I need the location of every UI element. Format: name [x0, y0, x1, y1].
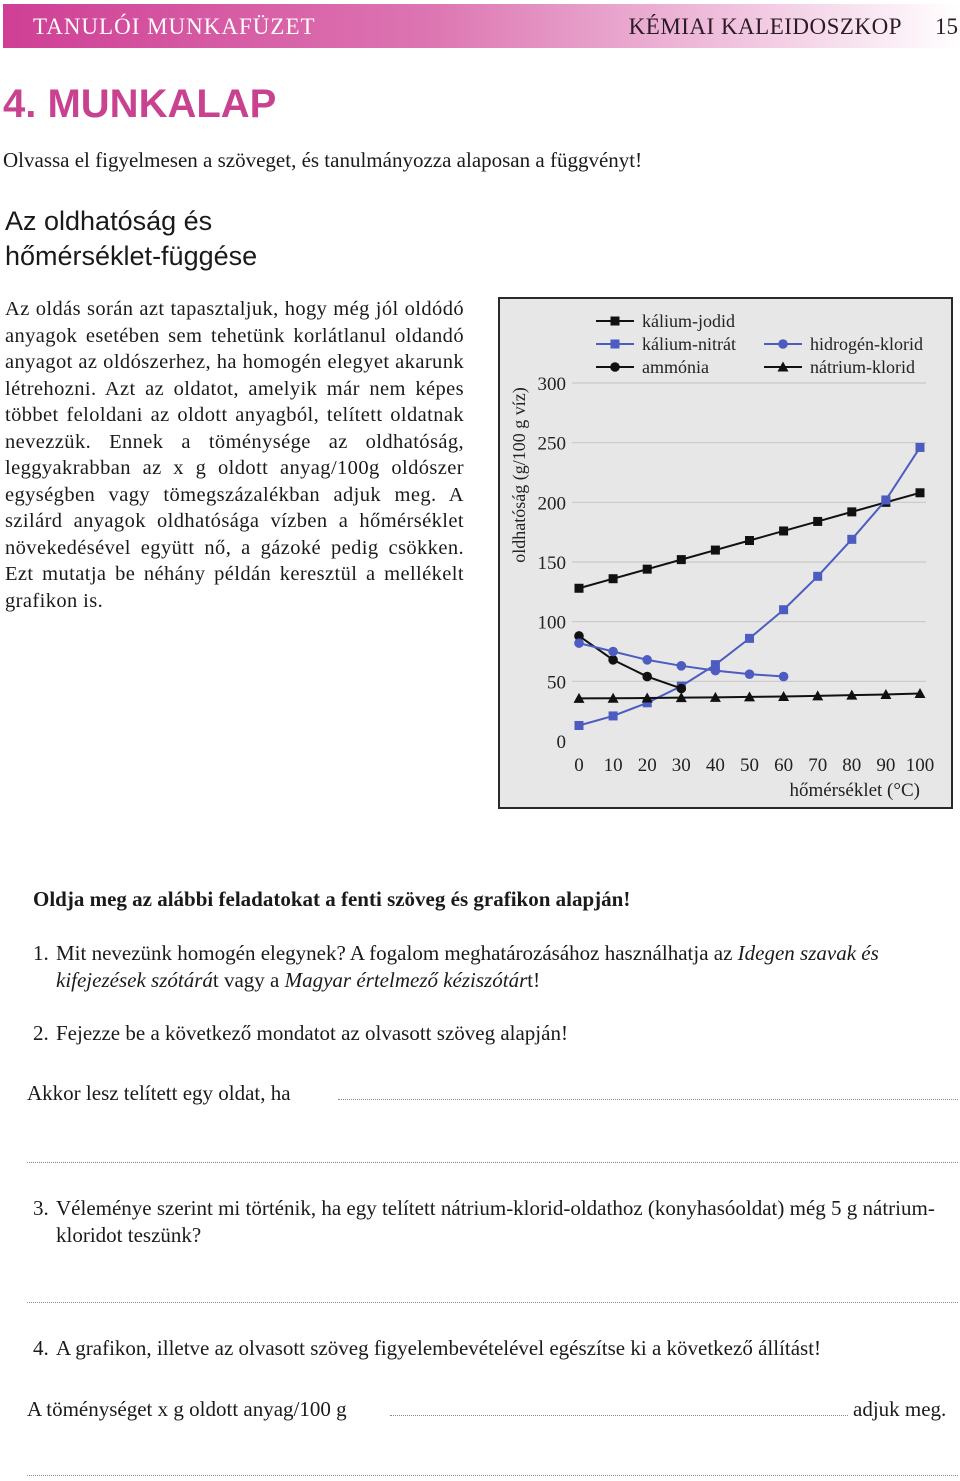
y-axis-label: oldhatóság (g/100 g víz) — [509, 387, 529, 563]
question-1-italic-2: Magyar értelmező kéziszótár — [284, 968, 528, 992]
solubility-chart — [498, 297, 953, 809]
question-3-text: Véleménye szerint mi történik, ha egy telített nátrium-klorid-oldathoz (konyhasóoldat) még 5 g nátrium-kloridot teszünk? — [56, 1196, 935, 1247]
data-point — [813, 572, 822, 581]
x-tick-label: 0 — [574, 755, 584, 776]
legend-marker — [610, 362, 620, 372]
data-point — [711, 546, 720, 555]
question-2-sentence-start: Akkor lesz telített egy oldat, ha — [27, 1081, 291, 1105]
data-point — [813, 517, 822, 526]
data-point — [779, 605, 788, 614]
body-paragraph: Az oldás során azt tapasztaljuk, hogy még jól oldódó anyagok esetében sem tehetünk korlátlanul oldandó anyagot az oldószerhez, ha homogén elegyet akarunk létrehozni. Azt az oldatot, amelyik már nem képes többet feloldani az oldott anyagból, telített oldatnak nevezzük. Ennek a töménysége az oldhatóság, leggyakrabban az x g oldott anyag/100g oldószer egységben vagy tömegszázalékban adjuk meg. A szilárd anyagok oldhatósága vízben a hőmérséklet növekedésével együtt nő, a gázoké pedig csökken. Ezt mutatja be néhány példán keresztül a mellékelt grafikon is. — [5, 298, 464, 612]
answer-line-2b[interactable] — [27, 1162, 958, 1163]
legend-marker — [778, 339, 788, 349]
y-tick-label: 150 — [537, 553, 566, 574]
question-2 — [33, 1020, 958, 1047]
data-point — [779, 672, 789, 682]
question-4-sentence-start: A töménységet x g oldott anyag/100 g — [27, 1397, 347, 1421]
question-1 — [33, 940, 958, 994]
answer-line-4b[interactable] — [27, 1475, 958, 1476]
section-title-line-1: Az oldhatóság és — [5, 206, 213, 236]
chart-svg — [500, 299, 951, 807]
question-1-text-a: Mit nevezünk homogén elegynek? A fogalom meghatározásához használhatja az — [56, 941, 738, 965]
page-number: 15 — [935, 14, 958, 39]
question-4-text: A grafikon, illetve az olvasott szöveg figyelembevételével egészítse ki a következő állítást! — [56, 1336, 822, 1360]
legend-label: nátrium-klorid — [810, 357, 915, 377]
data-point — [916, 488, 925, 497]
y-tick-label: 300 — [537, 374, 566, 395]
data-point — [575, 721, 584, 730]
x-tick-label: 100 — [905, 755, 935, 776]
data-point — [745, 669, 755, 679]
data-point — [677, 661, 687, 671]
page-header — [3, 4, 960, 48]
section-title-line-2: hőmérséklet-függése — [5, 241, 258, 271]
y-tick-label: 100 — [537, 612, 566, 634]
x-tick-label: 70 — [808, 755, 828, 776]
y-tick-label: 0 — [556, 732, 566, 753]
data-point — [642, 655, 652, 665]
header-workbook-title: TANULÓI MUNKAFÜZET — [33, 14, 316, 39]
question-1-text-b: t vagy a — [212, 968, 285, 992]
legend-label: kálium-nitrát — [642, 334, 736, 354]
header-series-title: KÉMIAI KALEIDOSZKOP — [628, 14, 902, 39]
y-tick-label: 250 — [537, 433, 566, 455]
data-point — [608, 647, 618, 657]
x-tick-label: 60 — [774, 755, 794, 776]
legend-marker — [611, 340, 620, 349]
question-2-text: Fejezze be a következő mondatot az olvasott szöveg alapján! — [56, 1021, 568, 1045]
task-instructions: Oldja meg az alábbi feladatokat a fenti szöveg és grafikon alapján! — [33, 887, 631, 911]
question-1-text — [33, 940, 958, 994]
section-title — [5, 204, 257, 274]
data-point — [847, 507, 856, 516]
x-tick-label: 50 — [740, 755, 759, 776]
data-point — [881, 495, 890, 504]
question-1-text-c: t! — [527, 968, 541, 992]
data-point — [609, 711, 618, 720]
series-line — [579, 447, 920, 725]
data-point — [643, 565, 652, 574]
legend-label: kálium-jodid — [642, 311, 735, 331]
data-point — [711, 666, 721, 676]
question-4 — [33, 1335, 958, 1362]
intro-instruction: Olvassa el figyelmesen a szöveget, és tanulmányozza alaposan a függvényt! — [3, 148, 643, 172]
question-4-number: 4. — [33, 1336, 49, 1360]
answer-line-4a[interactable] — [390, 1415, 848, 1416]
data-point — [642, 672, 652, 682]
data-point — [677, 684, 687, 694]
data-point — [745, 536, 754, 545]
question-1-italic-1: Idegen szavak és kifejezések szótárá — [56, 941, 879, 992]
legend-label: ammónia — [642, 357, 709, 377]
answer-line-3[interactable] — [27, 1302, 958, 1303]
legend-label: hidrogén-klorid — [810, 334, 923, 354]
y-tick-label: 200 — [537, 493, 566, 515]
data-point — [745, 634, 754, 643]
x-tick-label: 80 — [842, 755, 862, 776]
data-point — [916, 443, 925, 452]
data-point — [779, 526, 788, 535]
data-point — [847, 535, 856, 544]
question-3-number: 3. — [33, 1196, 49, 1220]
x-tick-label: 30 — [671, 755, 691, 776]
x-axis-label: hőmérséklet (°C) — [789, 780, 920, 801]
answer-line-2a[interactable] — [338, 1099, 958, 1100]
x-tick-label: 10 — [603, 755, 623, 776]
x-tick-label: 20 — [637, 755, 657, 776]
legend-marker — [611, 317, 620, 326]
question-1-number: 1. — [33, 941, 49, 965]
data-point — [677, 555, 686, 564]
x-tick-label: 90 — [876, 755, 896, 776]
question-2-number: 2. — [33, 1021, 49, 1045]
worksheet-title: 4. MUNKALAP — [3, 82, 277, 126]
x-tick-label: 40 — [705, 755, 725, 776]
question-4-sentence-end: adjuk meg. — [853, 1397, 947, 1421]
question-3 — [33, 1195, 958, 1249]
data-point — [574, 638, 584, 648]
data-point — [575, 584, 584, 593]
data-point — [608, 655, 618, 665]
y-tick-label: 50 — [547, 672, 566, 694]
data-point — [609, 574, 618, 583]
